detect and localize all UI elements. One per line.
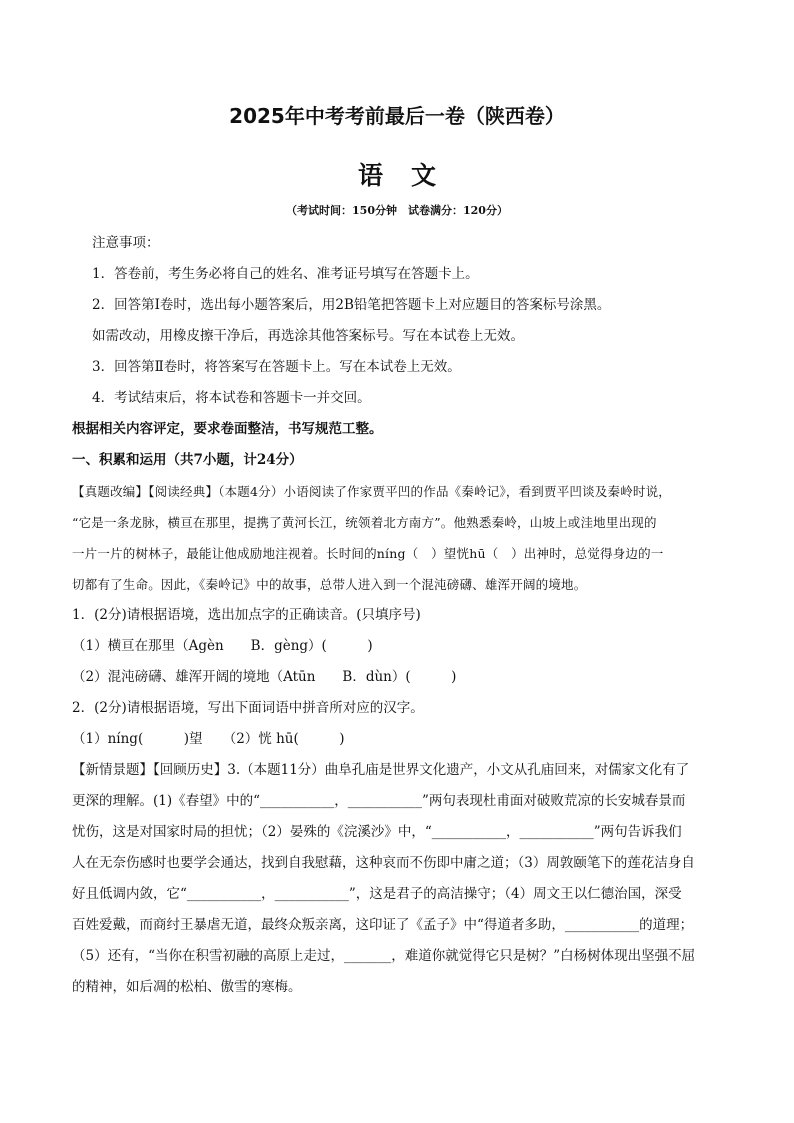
notes-heading: 注意事项： <box>92 235 160 251</box>
note-item-3: 3．回答第Ⅱ卷时，将答案写在答题卡上。写在本试卷上无效。 <box>92 359 461 375</box>
exam-title: 2025年中考考前最后一卷（陕西卷） <box>229 104 565 128</box>
section-1-heading: 一、积累和运用（共7小题，计24分） <box>72 452 303 468</box>
question-3-line: 【新情景题】【回顾历史】3.（本题11分）曲阜孔庙是世界文化遗产，小文从孔庙回来，对儒家文化有了 <box>72 762 690 778</box>
question-2-items: （1）níng( )望 （2）恍 hū( ) <box>72 731 345 747</box>
question-3-line: 人在无奈伤感时也要学会通达，找到自我慰藉，这种哀而不伤即中庸之道；（3）周敦颐笔下的莲花洁身自 <box>72 855 695 871</box>
note-item-4: 4．考试结束后，将本试卷和答题卡一并交回。 <box>92 390 371 406</box>
exam-body <box>72 228 724 1003</box>
question-3-line: 更深的理解。(1)《春望》中的“___________，___________”两句表现杜甫面对破败荒凉的长安城春景而 <box>72 793 686 809</box>
note-item-1: 1．答卷前，考生务必将自己的姓名、准考证号填写在答题卡上。 <box>92 266 479 282</box>
question-3-line: 的精神，如后凋的松柏、傲雪的寒梅。 <box>72 979 302 995</box>
note-item-2-continued: 如需改动，用橡皮擦干净后，再选涂其他答案标号。写在本试卷上无效。 <box>92 328 524 344</box>
requirement-text: 根据相关内容评定，要求卷面整洁，书写规范工整。 <box>72 421 383 437</box>
question-3-line: 忧伤，这是对国家时局的担忧；（2）晏殊的《浣溪沙》中，“___________，___________”两句告诉我们 <box>72 824 682 840</box>
passage-line: 一片一片的树林子，最能让他成励地注视着。长时间的níng（ ）望恍hū（ ）出神时，总觉得身边的一 <box>72 546 664 561</box>
passage-line: 【真题改编】【阅读经典】（本题4分）小语阅读了作家贾平凹的作品《秦岭记》，看到贾平凹谈及秦岭时说， <box>72 484 672 499</box>
exam-info: （考试时间：150分钟 试卷满分：120分） <box>286 204 508 217</box>
note-item-2: 2．回答第Ⅰ卷时，选出每小题答案后，用2B铅笔把答题卡上对应题目的答案标号涂黑。 <box>92 297 611 313</box>
passage-line: “它是一条龙脉，横亘在那里，提携了黄河长江，统领着北方南方”。他熟悉秦岭，山坡上或洼地里出现的 <box>72 515 657 530</box>
question-1-stem: 1．(2分)请根据语境，选出加点字的正确读音。(只填序号) <box>72 607 421 623</box>
passage-line: 切都有了生命。因此，《秦岭记》中的故事，总带人进入到一个混沌磅礴、雄浑开阔的境地。 <box>72 577 587 592</box>
question-3-line: 百姓爱戴，而商纣王暴虐无道，最终众叛亲离，这印证了《孟子》中“得道者多助，___________的道理； <box>72 917 694 933</box>
question-2-stem: 2．(2分)请根据语境，写出下面词语中拼音所对应的汉字。 <box>72 700 424 716</box>
question-3-line: （5）还有，“当你在积雪初融的高原上走过，_______，难道你就觉得它只是树？”白杨树体现出坚强不屈 <box>72 948 696 964</box>
question-1-item: （1）横亘在那里（Agèn B．gèng）( ) <box>72 638 373 654</box>
question-3-line: 好且低调内敛，它“___________，___________”，这是君子的高洁操守；（4）周文王以仁德治国，深受 <box>72 886 682 902</box>
question-1-item: （2）混沌磅礴、雄浑开阔的境地（Atūn B．dùn）( ) <box>72 669 457 685</box>
subject-title: 语文 <box>357 161 464 190</box>
